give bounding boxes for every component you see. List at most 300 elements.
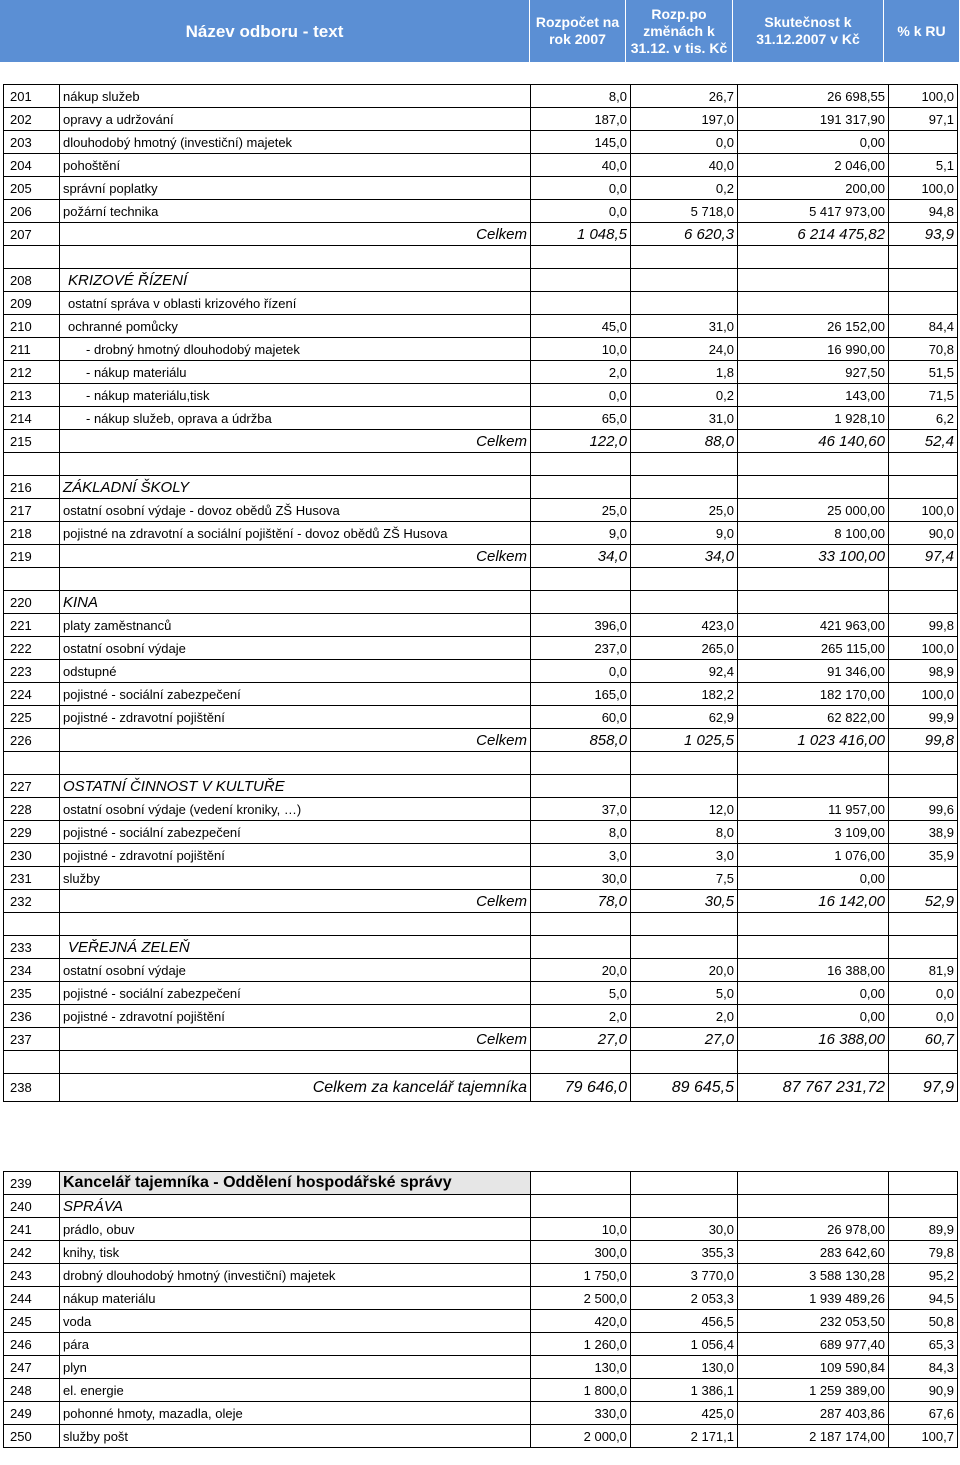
pct-cell: 84,4 (889, 315, 958, 338)
changes-cell: 9,0 (631, 522, 738, 545)
actual-cell: 3 109,00 (738, 821, 889, 844)
budget-cell: 40,0 (531, 154, 631, 177)
table-row (4, 246, 958, 269)
empty-cell (631, 568, 738, 591)
budget-cell: 1 750,0 (531, 1264, 631, 1287)
budget-cell (531, 775, 631, 798)
row-number: 221 (4, 614, 60, 637)
section-title: SPRÁVA (60, 1195, 531, 1218)
pct-cell (889, 867, 958, 890)
row-number: 232 (4, 890, 60, 913)
item-label: - nákup služeb, oprava a údržba (60, 407, 531, 430)
pct-cell: 89,9 (889, 1218, 958, 1241)
header-pct: % k RU (884, 0, 960, 62)
budget-cell: 2 000,0 (531, 1425, 631, 1448)
budget-cell: 237,0 (531, 637, 631, 660)
budget-cell (531, 1195, 631, 1218)
table-header (0, 0, 960, 63)
changes-cell: 130,0 (631, 1356, 738, 1379)
row-number: 246 (4, 1333, 60, 1356)
empty-cell (531, 1051, 631, 1074)
changes-cell: 26,7 (631, 85, 738, 108)
empty-cell (738, 752, 889, 775)
changes-cell: 6 620,3 (631, 223, 738, 246)
budget-cell: 330,0 (531, 1402, 631, 1425)
budget-cell: 0,0 (531, 200, 631, 223)
pct-cell: 52,9 (889, 890, 958, 913)
changes-cell: 456,5 (631, 1310, 738, 1333)
empty-cell (738, 568, 889, 591)
department-title: Kancelář tajemníka - Oddělení hospodářské správy (60, 1172, 531, 1195)
changes-cell: 30,0 (631, 1218, 738, 1241)
pct-cell: 5,1 (889, 154, 958, 177)
actual-cell: 287 403,86 (738, 1402, 889, 1425)
row-number: 216 (4, 476, 60, 499)
pct-cell: 81,9 (889, 959, 958, 982)
budget-cell: 45,0 (531, 315, 631, 338)
actual-cell: 200,00 (738, 177, 889, 200)
empty-cell (60, 913, 531, 936)
item-label: ostatní osobní výdaje - dovoz obědů ZŠ Husova (60, 499, 531, 522)
table-row (4, 1356, 958, 1379)
changes-cell: 34,0 (631, 545, 738, 568)
table-row (4, 1241, 958, 1264)
table-row (4, 154, 958, 177)
empty-cell (631, 453, 738, 476)
budget-cell (531, 936, 631, 959)
budget-cell: 1 048,5 (531, 223, 631, 246)
empty-cell (60, 246, 531, 269)
budget-cell: 8,0 (531, 821, 631, 844)
row-number: 225 (4, 706, 60, 729)
actual-cell: 5 417 973,00 (738, 200, 889, 223)
changes-cell: 3 770,0 (631, 1264, 738, 1287)
total-label: Celkem (60, 729, 531, 752)
item-label: ostatní správa v oblasti krizového řízení (60, 292, 531, 315)
pct-cell: 35,9 (889, 844, 958, 867)
item-label: pojistné - zdravotní pojištění (60, 1005, 531, 1028)
actual-cell: 16 388,00 (738, 959, 889, 982)
pct-cell: 60,7 (889, 1028, 958, 1051)
changes-cell (631, 1172, 738, 1195)
row-number: 206 (4, 200, 60, 223)
actual-cell: 87 767 231,72 (738, 1074, 889, 1102)
pct-cell: 51,5 (889, 361, 958, 384)
table-row (4, 844, 958, 867)
changes-cell: 5 718,0 (631, 200, 738, 223)
table-row (4, 775, 958, 798)
table-row (4, 522, 958, 545)
table-row (4, 568, 958, 591)
budget-cell: 34,0 (531, 545, 631, 568)
row-number: 212 (4, 361, 60, 384)
budget-cell: 145,0 (531, 131, 631, 154)
actual-cell (738, 1172, 889, 1195)
empty-cell (60, 1051, 531, 1074)
table-row (4, 591, 958, 614)
item-label: odstupné (60, 660, 531, 683)
item-label: - drobný hmotný dlouhodobý majetek (60, 338, 531, 361)
table-row (4, 476, 958, 499)
actual-cell: 109 590,84 (738, 1356, 889, 1379)
changes-cell (631, 1195, 738, 1218)
changes-cell: 31,0 (631, 315, 738, 338)
total-label: Celkem za kancelář tajemníka (60, 1074, 531, 1102)
header-actual: Skutečnost k 31.12.2007 v Kč (733, 0, 884, 62)
pct-cell (889, 476, 958, 499)
actual-cell: 689 977,40 (738, 1333, 889, 1356)
empty-cell (889, 1051, 958, 1074)
budget-cell: 30,0 (531, 867, 631, 890)
pct-cell: 70,8 (889, 338, 958, 361)
item-label: pojistné - zdravotní pojištění (60, 844, 531, 867)
total-label: Celkem (60, 890, 531, 913)
table-row (4, 614, 958, 637)
item-label: správní poplatky (60, 177, 531, 200)
pct-cell: 79,8 (889, 1241, 958, 1264)
table-row (4, 315, 958, 338)
pct-cell (889, 269, 958, 292)
budget-cell: 8,0 (531, 85, 631, 108)
row-number: 218 (4, 522, 60, 545)
empty-cell (631, 913, 738, 936)
table-row (4, 108, 958, 131)
table-row (4, 200, 958, 223)
item-label: drobný dlouhodobý hmotný (investiční) majetek (60, 1264, 531, 1287)
row-number: 208 (4, 269, 60, 292)
total-label: Celkem (60, 1028, 531, 1051)
pct-cell: 67,6 (889, 1402, 958, 1425)
budget-cell (531, 476, 631, 499)
budget-cell: 79 646,0 (531, 1074, 631, 1102)
empty-cell (531, 913, 631, 936)
table-row (4, 1333, 958, 1356)
changes-cell: 2 053,3 (631, 1287, 738, 1310)
table-row (4, 821, 958, 844)
row-number: 223 (4, 660, 60, 683)
item-label: pojistné - sociální zabezpečení (60, 982, 531, 1005)
budget-cell: 420,0 (531, 1310, 631, 1333)
pct-cell: 100,0 (889, 85, 958, 108)
empty-cell (531, 453, 631, 476)
pct-cell (889, 936, 958, 959)
row-number: 229 (4, 821, 60, 844)
table-row (4, 1028, 958, 1051)
budget-cell: 2,0 (531, 361, 631, 384)
item-label: platy zaměstnanců (60, 614, 531, 637)
table-row (4, 338, 958, 361)
item-label: ostatní osobní výdaje (60, 637, 531, 660)
item-label: opravy a udržování (60, 108, 531, 131)
changes-cell: 265,0 (631, 637, 738, 660)
total-label: Celkem (60, 223, 531, 246)
changes-cell: 1,8 (631, 361, 738, 384)
table-row (4, 545, 958, 568)
table-row (4, 361, 958, 384)
changes-cell: 8,0 (631, 821, 738, 844)
item-label: el. energie (60, 1379, 531, 1402)
pct-cell (889, 591, 958, 614)
pct-cell: 99,8 (889, 614, 958, 637)
pct-cell: 97,4 (889, 545, 958, 568)
row-number: 219 (4, 545, 60, 568)
budget-cell: 1 260,0 (531, 1333, 631, 1356)
item-label: knihy, tisk (60, 1241, 531, 1264)
table-row (4, 177, 958, 200)
actual-cell: 1 939 489,26 (738, 1287, 889, 1310)
empty-cell (738, 1051, 889, 1074)
item-label: pára (60, 1333, 531, 1356)
budget-cell: 0,0 (531, 660, 631, 683)
changes-cell: 88,0 (631, 430, 738, 453)
empty-cell (4, 913, 60, 936)
section-title: KINA (60, 591, 531, 614)
row-number: 211 (4, 338, 60, 361)
row-number: 226 (4, 729, 60, 752)
actual-cell: 927,50 (738, 361, 889, 384)
header-changes: Rozp.po změnách k 31.12. v tis. Kč (626, 0, 733, 62)
empty-cell (631, 246, 738, 269)
budget-cell: 858,0 (531, 729, 631, 752)
budget-cell: 25,0 (531, 499, 631, 522)
row-number: 220 (4, 591, 60, 614)
pct-cell: 6,2 (889, 407, 958, 430)
budget-cell: 65,0 (531, 407, 631, 430)
item-label: nákup materiálu (60, 1287, 531, 1310)
pct-cell: 93,9 (889, 223, 958, 246)
budget-cell: 10,0 (531, 1218, 631, 1241)
changes-cell: 1 025,5 (631, 729, 738, 752)
changes-cell (631, 269, 738, 292)
table-row (4, 752, 958, 775)
actual-cell: 26 978,00 (738, 1218, 889, 1241)
item-label: ostatní osobní výdaje (60, 959, 531, 982)
item-label: pojistné - zdravotní pojištění (60, 706, 531, 729)
changes-cell: 425,0 (631, 1402, 738, 1425)
row-number: 230 (4, 844, 60, 867)
pct-cell: 38,9 (889, 821, 958, 844)
table-row (4, 430, 958, 453)
row-number: 209 (4, 292, 60, 315)
pct-cell: 95,2 (889, 1264, 958, 1287)
row-number: 239 (4, 1172, 60, 1195)
item-label: voda (60, 1310, 531, 1333)
actual-cell: 265 115,00 (738, 637, 889, 660)
table-row (4, 982, 958, 1005)
table-row (4, 637, 958, 660)
budget-table-2 (3, 1171, 957, 1448)
actual-cell: 26 698,55 (738, 85, 889, 108)
table-row (4, 706, 958, 729)
pct-cell: 100,0 (889, 177, 958, 200)
row-number: 249 (4, 1402, 60, 1425)
budget-cell: 122,0 (531, 430, 631, 453)
pct-cell: 71,5 (889, 384, 958, 407)
changes-cell: 197,0 (631, 108, 738, 131)
empty-cell (60, 568, 531, 591)
empty-cell (889, 453, 958, 476)
actual-cell (738, 1195, 889, 1218)
empty-cell (4, 1051, 60, 1074)
item-label: nákup služeb (60, 85, 531, 108)
section-title: KRIZOVÉ ŘÍZENÍ (60, 269, 531, 292)
pct-cell: 98,9 (889, 660, 958, 683)
actual-cell: 46 140,60 (738, 430, 889, 453)
table-row (4, 1074, 958, 1102)
pct-cell: 97,9 (889, 1074, 958, 1102)
actual-cell: 1 928,10 (738, 407, 889, 430)
actual-cell: 283 642,60 (738, 1241, 889, 1264)
budget-cell: 37,0 (531, 798, 631, 821)
budget-cell: 0,0 (531, 177, 631, 200)
actual-cell: 16 990,00 (738, 338, 889, 361)
empty-cell (889, 246, 958, 269)
changes-cell: 31,0 (631, 407, 738, 430)
actual-cell: 25 000,00 (738, 499, 889, 522)
budget-cell (531, 591, 631, 614)
changes-cell (631, 775, 738, 798)
empty-cell (531, 246, 631, 269)
actual-cell: 33 100,00 (738, 545, 889, 568)
changes-cell (631, 476, 738, 499)
row-number: 231 (4, 867, 60, 890)
item-label: - nákup materiálu,tisk (60, 384, 531, 407)
item-label: pojistné - sociální zabezpečení (60, 683, 531, 706)
table-row (4, 683, 958, 706)
section-title: ZÁKLADNÍ ŠKOLY (60, 476, 531, 499)
pct-cell: 90,0 (889, 522, 958, 545)
changes-cell: 24,0 (631, 338, 738, 361)
changes-cell: 1 056,4 (631, 1333, 738, 1356)
table-row (4, 1218, 958, 1241)
table-row (4, 1051, 958, 1074)
item-label: ochranné pomůcky (60, 315, 531, 338)
table-row (4, 1172, 958, 1195)
actual-cell: 8 100,00 (738, 522, 889, 545)
header-name: Název odboru - text (0, 0, 530, 62)
actual-cell: 232 053,50 (738, 1310, 889, 1333)
row-number: 237 (4, 1028, 60, 1051)
empty-cell (531, 752, 631, 775)
item-label: služby pošt (60, 1425, 531, 1448)
table-row (4, 269, 958, 292)
budget-cell: 2,0 (531, 1005, 631, 1028)
header-budget: Rozpočet na rok 2007 (530, 0, 626, 62)
actual-cell: 3 588 130,28 (738, 1264, 889, 1287)
pct-cell: 90,9 (889, 1379, 958, 1402)
row-number: 213 (4, 384, 60, 407)
row-number: 203 (4, 131, 60, 154)
pct-cell: 0,0 (889, 982, 958, 1005)
table-row (4, 1379, 958, 1402)
actual-cell: 26 152,00 (738, 315, 889, 338)
empty-cell (738, 453, 889, 476)
actual-cell: 2 046,00 (738, 154, 889, 177)
section-title: VEŘEJNÁ ZELEŇ (60, 936, 531, 959)
empty-cell (4, 453, 60, 476)
row-number: 248 (4, 1379, 60, 1402)
changes-cell: 0,2 (631, 384, 738, 407)
budget-cell: 0,0 (531, 384, 631, 407)
pct-cell (889, 775, 958, 798)
empty-cell (4, 568, 60, 591)
table-row (4, 936, 958, 959)
changes-cell: 27,0 (631, 1028, 738, 1051)
table-row (4, 1425, 958, 1448)
pct-cell (889, 292, 958, 315)
table-row (4, 384, 958, 407)
table-row (4, 729, 958, 752)
actual-cell: 143,00 (738, 384, 889, 407)
table-row (4, 1264, 958, 1287)
budget-cell: 5,0 (531, 982, 631, 1005)
budget-cell: 2 500,0 (531, 1287, 631, 1310)
item-label: prádlo, obuv (60, 1218, 531, 1241)
table-row (4, 1310, 958, 1333)
pct-cell: 99,9 (889, 706, 958, 729)
row-number: 235 (4, 982, 60, 1005)
actual-cell: 191 317,90 (738, 108, 889, 131)
table-row (4, 1287, 958, 1310)
actual-cell: 91 346,00 (738, 660, 889, 683)
table-row (4, 660, 958, 683)
table-row (4, 1005, 958, 1028)
total-label: Celkem (60, 545, 531, 568)
actual-cell: 0,00 (738, 131, 889, 154)
table-row (4, 1402, 958, 1425)
row-number: 244 (4, 1287, 60, 1310)
row-number: 222 (4, 637, 60, 660)
empty-cell (4, 752, 60, 775)
row-number: 242 (4, 1241, 60, 1264)
empty-cell (889, 568, 958, 591)
changes-cell: 1 386,1 (631, 1379, 738, 1402)
total-label: Celkem (60, 430, 531, 453)
item-label: ostatní osobní výdaje (vedení kroniky, …) (60, 798, 531, 821)
actual-cell (738, 269, 889, 292)
pct-cell: 65,3 (889, 1333, 958, 1356)
row-number: 238 (4, 1074, 60, 1102)
row-number: 205 (4, 177, 60, 200)
row-number: 210 (4, 315, 60, 338)
actual-cell (738, 476, 889, 499)
item-label: pojistné - sociální zabezpečení (60, 821, 531, 844)
row-number: 250 (4, 1425, 60, 1448)
budget-cell (531, 1172, 631, 1195)
table-row (4, 867, 958, 890)
row-number: 207 (4, 223, 60, 246)
row-number: 204 (4, 154, 60, 177)
changes-cell (631, 292, 738, 315)
row-number: 236 (4, 1005, 60, 1028)
pct-cell: 99,6 (889, 798, 958, 821)
changes-cell: 2 171,1 (631, 1425, 738, 1448)
empty-cell (738, 246, 889, 269)
actual-cell: 62 822,00 (738, 706, 889, 729)
budget-cell (531, 269, 631, 292)
actual-cell: 11 957,00 (738, 798, 889, 821)
table-row (4, 85, 958, 108)
actual-cell (738, 775, 889, 798)
budget-cell: 10,0 (531, 338, 631, 361)
row-number: 241 (4, 1218, 60, 1241)
budget-table (3, 84, 957, 1102)
table-row (4, 890, 958, 913)
pct-cell: 97,1 (889, 108, 958, 131)
empty-cell (60, 752, 531, 775)
row-number: 240 (4, 1195, 60, 1218)
table-row (4, 913, 958, 936)
